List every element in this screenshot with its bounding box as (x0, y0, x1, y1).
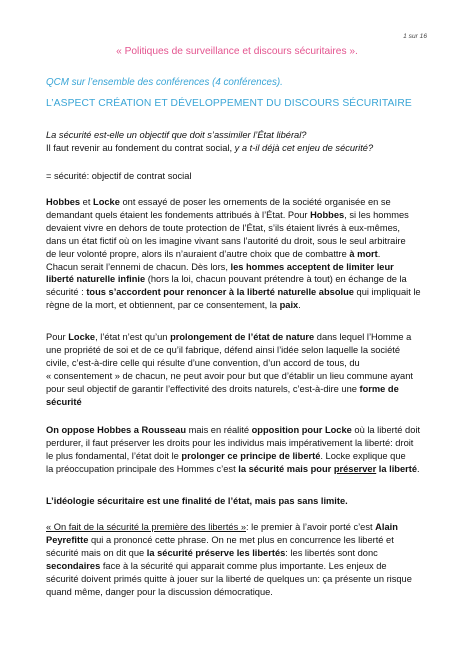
section-heading: L’ASPECT CRÉATION ET DÉVELOPPEMENT DU DISCOURS SÉCURITAIRE (46, 98, 412, 109)
definition-line: = sécurité: objectif de contrat social (46, 171, 192, 181)
page-number: 1 sur 16 (403, 33, 427, 40)
intro-question-2a: Il faut revenir au fondement du contrat social, (46, 142, 235, 153)
subtitle: QCM sur l’ensemble des conférences (4 conférences). (46, 77, 283, 88)
paragraph-oppose: On oppose Hobbes a Rousseau mais en réalité opposition pour Locke où la liberté doit perdurer, il faut préserver les droits pour les individus mais impérativement la liberté: droit le plus fondamental, l’état doit le prolonger ce principe de liberté. Locke explique que la préoccupation principale des Hommes c’est la sécurité mais pour préserver la liberté. (46, 425, 421, 474)
paragraph-locke: Pour Locke, l’état n’est qu’un prolongement de l’état de nature dans lequel l’Homme a une propriété de soi et de ce qu’il fabrique, défend ainsi l’idée selon laquelle la société civile, c’est-à-dire celle qui résulte d’une convention, d’un accord de tous, du « consentement » de chacun, ne peut avoir pour but que d’établir un lieu commune ayant pour seul objectif de garantir l’effectivité des droits naturels, c’est-à-dire une forme de sécurité (46, 332, 413, 407)
intro-question-1: La sécurité est-elle un objectif que doit s’assimiler l’État libéral? (46, 130, 307, 140)
document-title: « Politiques de surveillance et discours sécuritaires ». (116, 46, 358, 57)
intro-question-2b: y a t-il déjà cet enjeu de sécurité? (234, 142, 374, 153)
intro-questions (46, 129, 427, 155)
paragraph-hobbes: Hobbes et Locke ont essayé de poser les ornements de la société organisée en se demandant quels étaient les fondements attribués à l’État. Pour Hobbes, si les hommes devaient vivre en dehors de toute protection de l’État, s’ils étaient livrés à eux-mêmes, dans un état fictif où on les imagine vivant sans l’autorité du droit, sous le seul arbitraire de leur volonté propre, alors ils n’auraient d’autre choix que de combattre à mort. Chacun serait l’ennemi de chacun. Dès lors, les hommes acceptent de limiter leur liberté naturelle infinie (hors la loi, chacun pouvant prétendre à tout) en échange de la sécurité : tous s’accordent pour renoncer à la liberté naturelle absolue qui impliquait le règne de la mort, et obtiennent, par ce consentement, la paix. (46, 197, 421, 311)
paragraph-peyrefitte: « On fait de la sécurité la première des libertés »: le premier à l’avoir porté c’est Alain Peyrefitte qui a prononcé cette phrase. On ne met plus en concurrence les liberté et sécurité mais on dit que la sécurité préserve les libertés: les libertés sont donc secondaires face à la sécurité qui apparait comme plus importante. Les enjeux de sécurité doivent primés quitte à jouer sur la liberté de quelques un: ça présente un risque quand même, danger pour la discussion démocratique. (46, 522, 412, 597)
statement: L’idéologie sécuritaire est une finalité de l’état, mais pas sans limite. (46, 496, 348, 506)
